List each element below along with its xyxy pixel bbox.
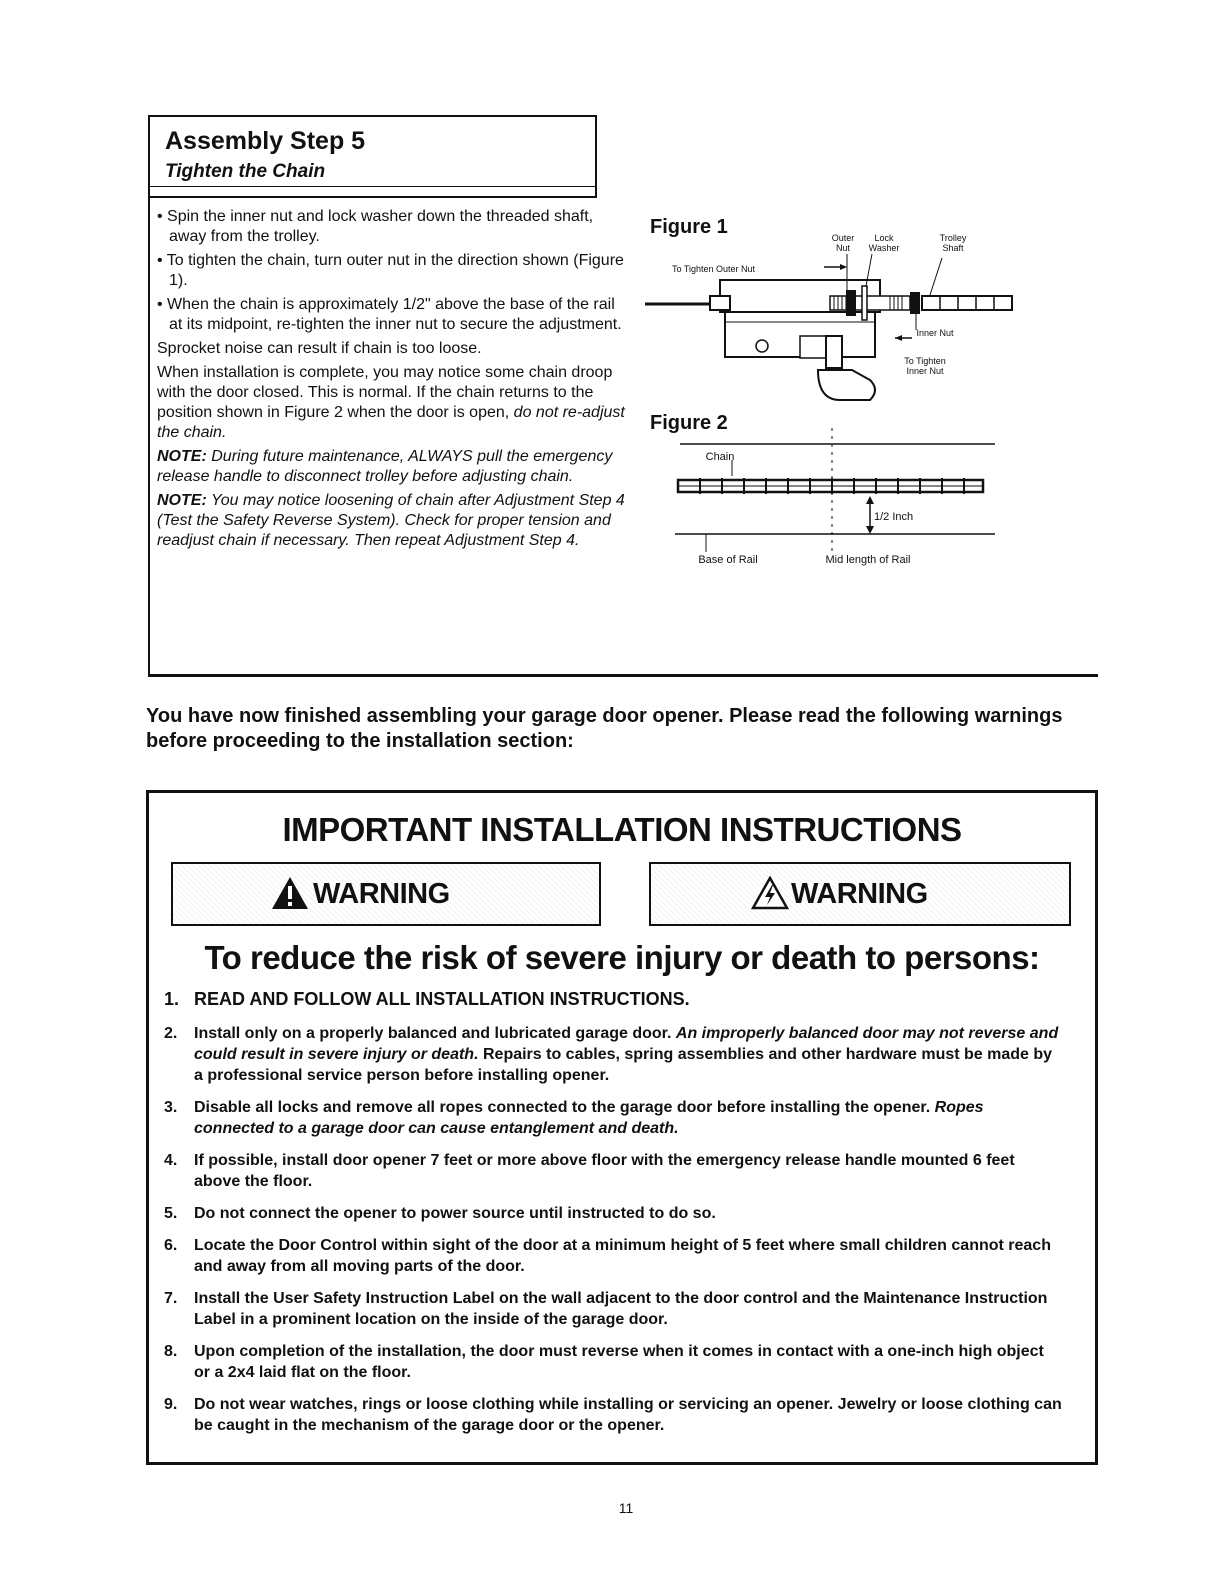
bullet-item: • Spin the inner nut and lock washer down the threaded shaft, away from the trolley.: [157, 208, 594, 245]
warning-triangle-icon: [271, 876, 309, 910]
step-body: [157, 207, 627, 555]
figure2-label: Figure 2: [650, 412, 728, 434]
assembly-step-header: [148, 115, 597, 198]
list-item: [164, 1203, 1064, 1224]
item-text: Install the User Safety Instruction Label on the wall adjacent to the door control and the Maintenance Instruction Label in a prominent location on the inside of the garage door.: [194, 1290, 1048, 1328]
half-inch-label: 1/2 Inch: [874, 511, 914, 523]
electrical-hazard-icon: [751, 876, 789, 910]
to-tighten-inner-nut-label: To Tighten Inner Nut: [904, 356, 946, 376]
list-item: [164, 1394, 1064, 1436]
warning-label: WARNING: [791, 878, 928, 910]
item-italic-text: Ropes connected to a garage door can cause entanglement and death.: [194, 1099, 984, 1137]
note-text: You may notice loosening of chain after Adjustment Step 4 (Test the Safety Reverse System). Check for proper tension and readjust chain if necessary. Then repeat Adjustment Step 4.: [157, 492, 625, 549]
item-number: 1.: [164, 989, 180, 1009]
step-subtitle: Tighten the Chain: [165, 161, 326, 182]
outer-nut-label: Outer Nut: [831, 233, 855, 253]
sprocket-noise-paragraph: Sprocket noise can result if chain is too loose.: [157, 340, 482, 357]
risk-title: To reduce the risk of severe injury or death to persons:: [204, 939, 1040, 976]
item-number: 2.: [164, 1025, 178, 1042]
instructions-list: [164, 989, 1064, 1447]
lock-washer-label: Lock Washer: [868, 233, 900, 253]
bullet-item: • To tighten the chain, turn outer nut in the direction shown (Figure 1).: [157, 252, 624, 289]
list-item: [164, 989, 1064, 1010]
item-text: Disable all locks and remove all ropes connected to the garage door before installing the opener.: [194, 1099, 931, 1116]
trolley-shaft-label: Trolley Shaft: [939, 233, 967, 253]
bullet-text: Spin the inner nut and lock washer down the threaded shaft, away from the trolley.: [167, 208, 594, 245]
figure2-chain-diagram: [670, 428, 1000, 558]
warning-banner-left: [171, 862, 601, 926]
figure1-trolley-diagram: [640, 240, 1030, 410]
paragraph-italic: do not re-adjust the chain.: [157, 404, 625, 441]
note-text: During future maintenance, ALWAYS pull the emergency release handle to disconnect trolley before adjusting chain.: [157, 448, 613, 485]
inner-nut-label: Inner Nut: [916, 328, 954, 338]
item-number: 6.: [164, 1237, 178, 1254]
item-italic-text: An improperly balanced door may not reverse and could result in severe injury or death.: [194, 1025, 1059, 1063]
step-title: Assembly Step 5: [165, 127, 366, 155]
bullet-item: • When the chain is approximately 1/2" above the base of the rail at its midpoint, re-tighten the inner nut to secure the adjustment.: [157, 296, 622, 333]
paragraph-text: When installation is complete, you may notice some chain droop with the door closed. This is normal. If the chain returns to the position shown in Figure 2 when the door is open,: [157, 364, 613, 421]
chain-label: Chain: [705, 451, 735, 463]
note-maintenance: [157, 447, 627, 487]
intro-paragraph: You have now finished assembling your garage door opener. Please read the following warnings before proceeding to the installation section:: [146, 705, 1063, 752]
list-item: [164, 1023, 1064, 1086]
mid-length-label: Mid length of Rail: [825, 554, 911, 566]
bullet-text: To tighten the chain, turn outer nut in the direction shown (Figure 1).: [166, 252, 624, 289]
item-text: Do not wear watches, rings or loose clothing while installing or servicing an opener. Jewelry or loose clothing can be caught in the mechanism of the garage door or the opener.: [194, 1396, 1062, 1434]
list-item: [164, 1288, 1064, 1330]
item-text: Locate the Door Control within sight of the door at a minimum height of 5 feet where small children cannot reach and away from all moving parts of the door.: [194, 1237, 1051, 1275]
item-number: 3.: [164, 1099, 178, 1116]
item-text: Do not connect the opener to power source until instructed to do so.: [194, 1205, 716, 1222]
divider: [150, 186, 595, 187]
page-number: 11: [618, 1500, 634, 1516]
item-number: 7.: [164, 1290, 178, 1307]
warning-label: WARNING: [313, 878, 450, 910]
item-text: READ AND FOLLOW ALL INSTALLATION INSTRUCTIONS.: [194, 989, 690, 1009]
list-item: [164, 1341, 1064, 1383]
step-border-left: [148, 198, 150, 675]
list-item: [164, 1235, 1064, 1277]
note-label: NOTE:: [157, 448, 207, 465]
item-text: Install only on a properly balanced and lubricated garage door.: [194, 1025, 672, 1042]
item-number: 4.: [164, 1152, 178, 1169]
note-loosening: [157, 491, 627, 551]
item-text: Repairs to cables, spring assemblies and other hardware must be made by a professional service person before installing opener.: [194, 1046, 1053, 1084]
chain-droop-paragraph: [157, 363, 627, 443]
figure1-label: Figure 1: [650, 216, 728, 238]
item-number: 5.: [164, 1205, 178, 1222]
step-border-bottom: [148, 674, 1098, 677]
item-number: 8.: [164, 1343, 178, 1360]
bullet-text: When the chain is approximately 1/2" above the base of the rail at its midpoint, re-tighten the inner nut to secure the adjustment.: [167, 296, 622, 333]
item-number: 9.: [164, 1396, 178, 1413]
important-title: IMPORTANT INSTALLATION INSTRUCTIONS: [282, 811, 962, 848]
to-tighten-outer-nut-label: To Tighten Outer Nut: [672, 264, 756, 274]
list-item: [164, 1097, 1064, 1139]
item-text: If possible, install door opener 7 feet or more above floor with the emergency release handle mounted 6 feet above the floor.: [194, 1152, 1015, 1190]
list-item: [164, 1150, 1064, 1192]
item-text: Upon completion of the installation, the door must reverse when it comes in contact with a one-inch high object or a 2x4 laid flat on the floor.: [194, 1343, 1044, 1381]
important-instructions-box: [146, 790, 1098, 1465]
base-of-rail-label: Base of Rail: [698, 554, 758, 566]
warning-banner-right: [649, 862, 1071, 926]
note-label: NOTE:: [157, 492, 207, 509]
